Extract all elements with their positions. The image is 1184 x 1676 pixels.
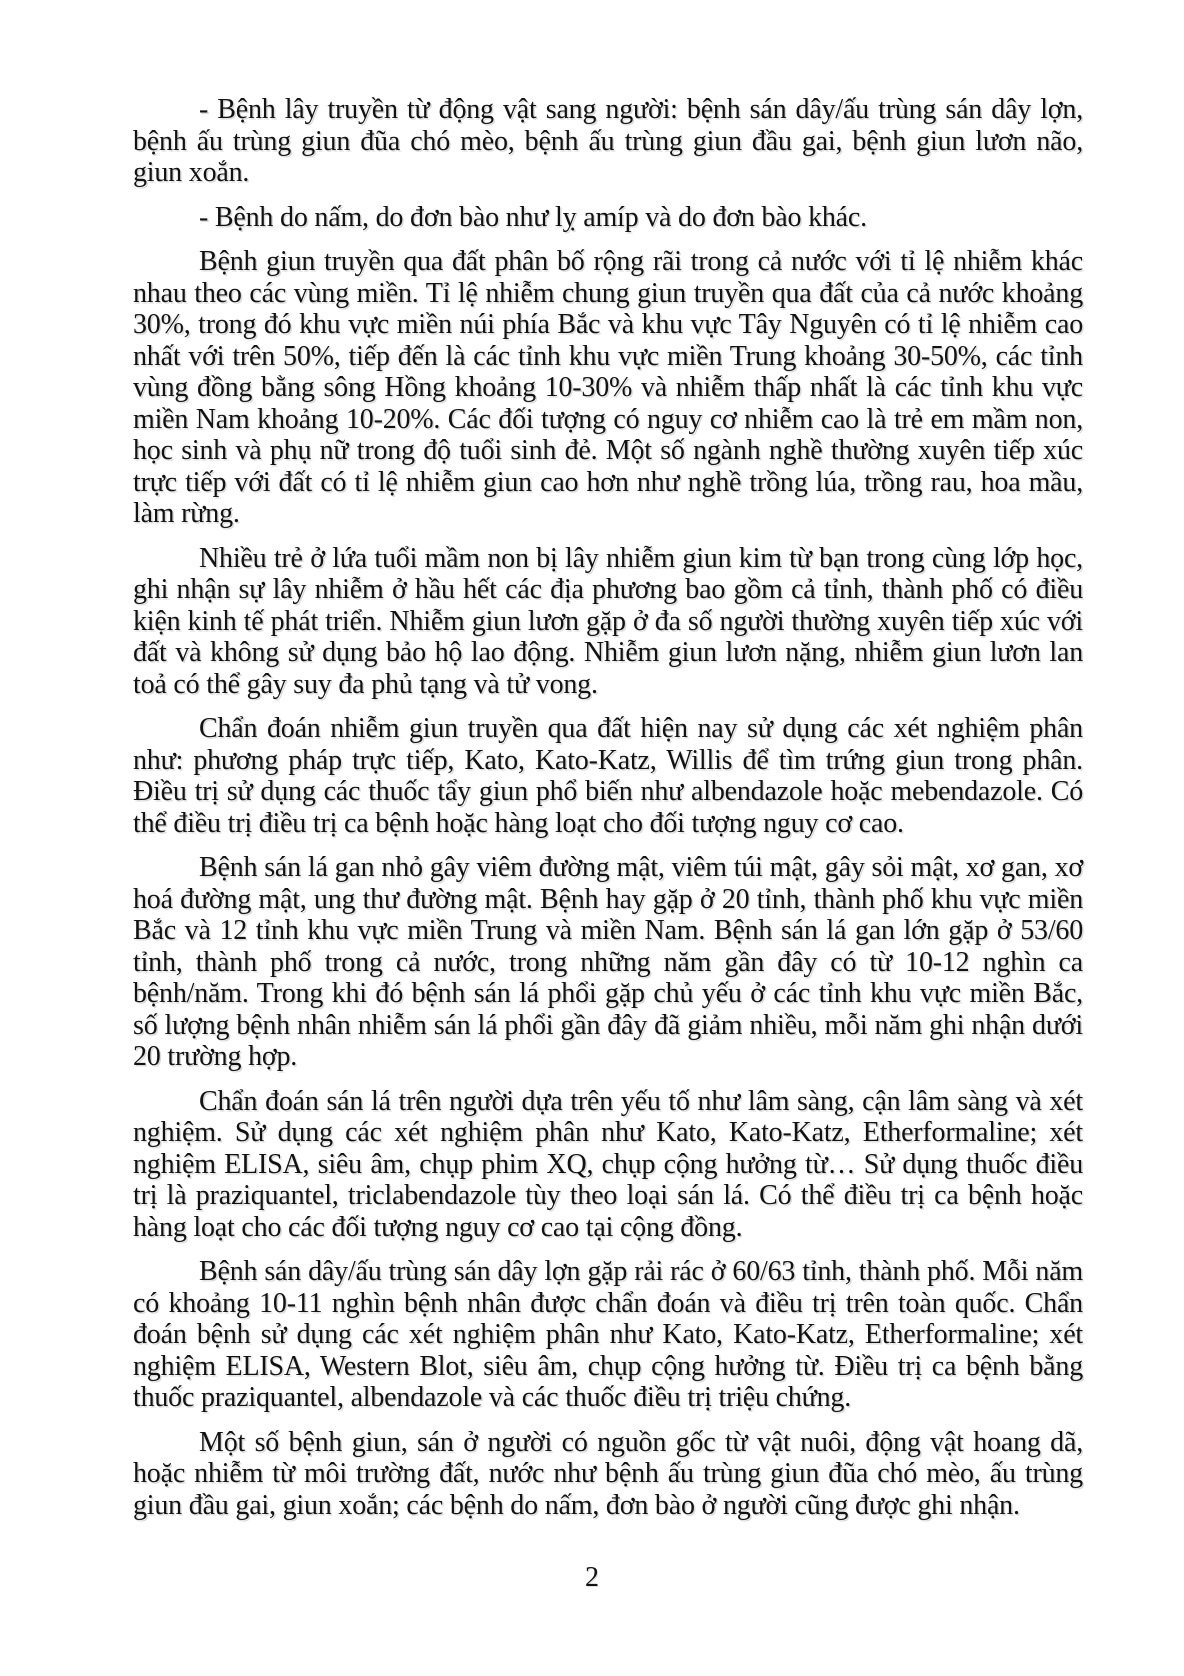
page-body-text (133, 94, 1083, 1521)
bullet-paragraph-fungal-protozoa: - Bệnh do nấm, do đơn bào như lỵ amíp và do đơn bào khác. (199, 201, 867, 233)
paragraph-soil-transmitted-helminths: Bệnh giun truyền qua đất phân bố rộng rãi trong cả nước với tỉ lệ nhiễm khác nhau theo các vùng miền. Tỉ lệ nhiễm chung giun truyền qua đất của cả nước khoảng 30%, trong đó khu vực miền núi phía Bắc và khu vực Tây Nguyên có tỉ lệ nhiễm cao nhất với trên 50%, tiếp đến là các tỉnh khu vực miền Trung khoảng 30-50%, các tỉnh vùng đồng bằng sông Hồng khoảng 10-30% và nhiễm thấp nhất là các tỉnh khu vực miền Nam khoảng 10-20%. Các đối tượng có nguy cơ nhiễm cao là trẻ em mầm non, học sinh và phụ nữ trong độ tuổi sinh đẻ. Một số ngành nghề thường xuyên tiếp xúc trực tiếp với đất có tỉ lệ nhiễm giun cao hơn như nghề trồng lúa, trồng rau, hoa mầu, làm rừng. (133, 246, 1083, 529)
paragraph-animal-origin-diseases: Một số bệnh giun, sán ở người có nguồn gốc từ vật nuôi, động vật hoang dã, hoặc nhiễm từ môi trường đất, nước như bệnh ấu trùng giun đũa chó mèo, ấu trùng giun đầu gai, giun xoắn; các bệnh do nấm, đơn bào ở người cũng được ghi nhận. (133, 1426, 1083, 1521)
paragraph-pinworm-strongyloides: Nhiều trẻ ở lứa tuổi mầm non bị lây nhiễm giun kim từ bạn trong cùng lớp học, ghi nhận sự lây nhiễm ở hầu hết các địa phương bao gồm cả tỉnh, thành phố có điều kiện kinh tế phát triển. Nhiễm giun lươn gặp ở đa số người thường xuyên tiếp xúc với đất và không sử dụng bảo hộ lao động. Nhiễm giun lươn nặng, nhiễm giun lươn lan toả có thể gây suy đa phủ tạng và tử vong. (133, 542, 1083, 700)
paragraph-taeniasis-cysticercosis: Bệnh sán dây/ấu trùng sán dây lợn gặp rải rác ở 60/63 tỉnh, thành phố. Mỗi năm có khoảng 10-11 nghìn bệnh nhân được chẩn đoán và điều trị trên toàn quốc. Chẩn đoán bệnh sử dụng các xét nghiệm phân như Kato, Kato-Katz, Etherformaline; xét nghiệm ELISA, Western Blot, siêu âm, chụp cộng hưởng từ. Điều trị ca bệnh bằng thuốc praziquantel, albendazole và các thuốc điều trị triệu chứng. (133, 1256, 1083, 1413)
bullet-paragraph-zoonotic-diseases: - Bệnh lây truyền từ động vật sang người: bệnh sán dây/ấu trùng sán dây lợn, bệnh ấu trùng giun đũa chó mèo, bệnh ấu trùng giun đầu gai, bệnh giun lươn não, giun xoắn. (133, 94, 1083, 188)
paragraph-fluke-diagnosis-treatment: Chẩn đoán sán lá trên người dựa trên yếu tố như lâm sàng, cận lâm sàng và xét nghiệm. Sử dụng các xét nghiệm phân như Kato, Kato-Katz, Etherformaline; xét nghiệm ELISA, siêu âm, chụp phim XQ, chụp cộng hưởng từ… Sử dụng thuốc điều trị là praziquantel, triclabendazole tùy theo loại sán lá. Có thể điều trị ca bệnh hoặc hàng loạt cho các đối tượng nguy cơ cao tại cộng đồng. (133, 1085, 1083, 1243)
paragraph-sth-diagnosis-treatment: Chẩn đoán nhiễm giun truyền qua đất hiện nay sử dụng các xét nghiệm phân như: phương pháp trực tiếp, Kato, Kato-Katz, Willis để tìm trứng giun trong phân. Điều trị sử dụng các thuốc tẩy giun phổ biến như albendazole hoặc mebendazole. Có thể điều trị điều trị ca bệnh hoặc hàng loạt cho đối tượng nguy cơ cao. (133, 713, 1083, 839)
page-number: 2 (585, 1562, 599, 1593)
paragraph-liver-lung-flukes: Bệnh sán lá gan nhỏ gây viêm đường mật, viêm túi mật, gây sỏi mật, xơ gan, xơ hoá đường mật, ung thư đường mật. Bệnh hay gặp ở 20 tỉnh, thành phố khu vực miền Bắc và 12 tỉnh khu vực miền Trung và miền Nam. Bệnh sán lá gan lớn gặp ở 53/60 tỉnh, thành phố trong cả nước, trong những năm gần đây có từ 10-12 nghìn ca bệnh/năm. Trong khi đó bệnh sán lá phổi gặp chủ yếu ở các tỉnh khu vực miền Bắc, số lượng bệnh nhân nhiễm sán lá phổi gần đây đã giảm nhiều, mỗi năm ghi nhận dưới 20 trường hợp. (133, 852, 1083, 1072)
